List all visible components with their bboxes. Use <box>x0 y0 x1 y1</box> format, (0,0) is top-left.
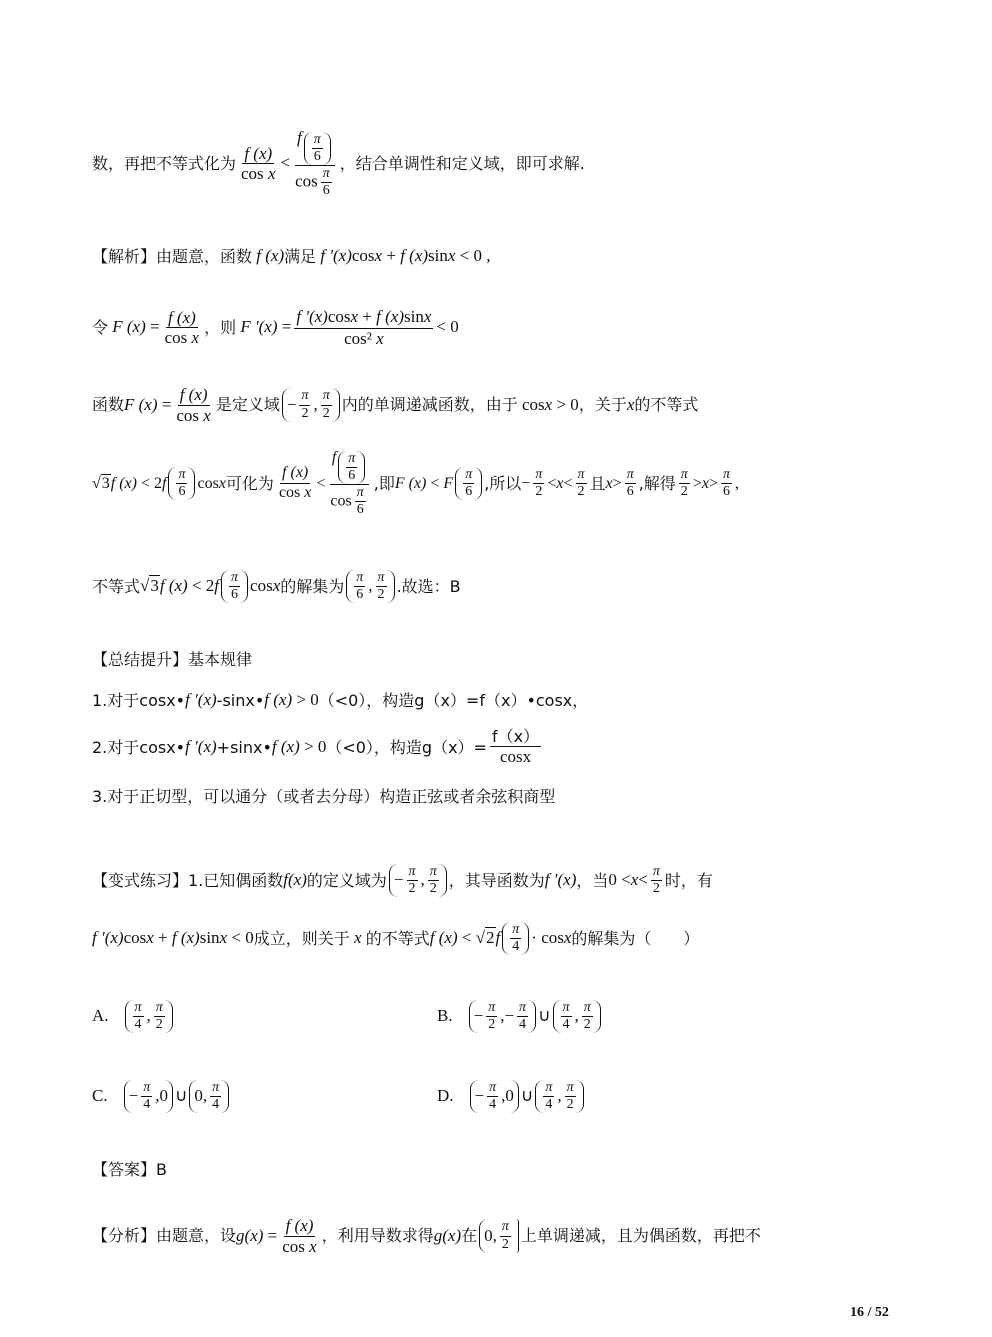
option-c-label: C. <box>92 1086 108 1106</box>
jiexi-tag: 【解析】 <box>92 246 157 266</box>
options-row-1 <box>92 1000 912 1033</box>
exercise-2-b: 的不等式 <box>365 929 430 948</box>
option-b[interactable]: B. − $\frac{\pi}{2}$ ,− $\frac{\pi}{4}$ ∪ $\frac{\pi}{4}$ , $\frac{\pi}{2}$ <box>437 1000 603 1033</box>
line-4: 函数 F (x) = $\frac{f (x)}{\text{cos x}}$ 是定义域 − $\frac{\pi}{2}$ , $\frac{\pi}{2}$ 内的单调递减函数，由于 cos x > 0 ，关于 x 的不等式 <box>92 385 699 425</box>
summary-1-b: -sinx• <box>216 690 265 710</box>
summary-2-frac-num: f（x） <box>491 727 540 746</box>
line-4-text-a: 函数 <box>92 395 125 415</box>
line-6-text-c: .故选：B <box>396 577 461 596</box>
analysis-tag: 【分析】 <box>92 1226 157 1246</box>
exercise-2-a: 成立，则关于 <box>253 929 350 948</box>
analysis-b: ，利用导数求得 <box>321 1226 434 1246</box>
line-5-text-c: ,所以 <box>484 473 522 493</box>
exercise-line-1: 【变式练习】 1.已知偶函数 f(x) 的定义域为 − $\frac{\pi}{2}$ , $\frac{\pi}{2}$ ，其导函数为 f ′(x) ，当 0 < x < $\frac{\pi}{2}$ 时，有 <box>92 864 713 897</box>
option-c[interactable]: C. − $\frac{\pi}{4}$ ,0 ∪ 0, $\frac{\pi}{4}$ <box>92 1080 231 1113</box>
summary-2-a: 2.对于cosx• <box>92 737 186 757</box>
line-1: 数，再把不等式化为 $\frac{f (x)}{\text{cos x}}$ < f $\frac{\pi}{6}$ cos $\frac{\pi}{6}$ ，结合单调性和定义域，即可求解. <box>92 128 585 199</box>
analysis-d: 上单调递减，且为偶函数，再把不 <box>520 1226 761 1246</box>
line-5-text-a: 可化为 <box>225 473 274 493</box>
summary-item-3 <box>92 787 912 806</box>
summary-3-text: 3.对于正切型，可以通分（或者去分母）构造正弦或者余弦积商型 <box>92 787 556 806</box>
summary-2-frac-den: cosx <box>499 747 532 767</box>
line-4-text-d: ，关于 <box>578 395 627 415</box>
fraction: f $\frac{\pi}{6}$ cos $\frac{\pi}{6}$ <box>328 448 370 518</box>
fraction: f $\frac{\pi}{6}$ cos $\frac{\pi}{6}$ <box>293 128 337 199</box>
summary-1-c: （<0），构造g（x）=f（x）•cosx， <box>318 690 589 710</box>
option-b-label: B. <box>437 1006 453 1026</box>
line-5-text-b: ,即 <box>373 473 395 493</box>
line-3: 令 F (x) = $\frac{f (x)}{\text{cos x}}$ ，则 F '(x) = $\frac{f '(x)\cos x + f (x)\sin x}{\text{cos² x}}$ < 0 <box>92 307 459 348</box>
summary-title <box>92 650 912 669</box>
line-5-text-e: ,解得 <box>638 473 676 493</box>
line-2-text-a: 由题意，函数 <box>156 246 253 266</box>
summary-title-text: 【总结提升】基本规律 <box>92 650 253 669</box>
line-1-text-a: 数，再把不等式化为 <box>92 154 237 174</box>
fraction <box>490 728 541 767</box>
option-d[interactable]: D. − $\frac{\pi}{4}$ ,0 ∪ $\frac{\pi}{4}$ , $\frac{\pi}{2}$ <box>437 1080 586 1113</box>
exercise-line-2: f ′(x) cos x + f (x) sin x < 0 成立，则关于 x 的不等式 f (x) < √2 f $\frac{\pi}{4}$ · cos x 的解集为（ ） <box>92 922 700 955</box>
option-a[interactable]: A. $\frac{\pi}{4}$ , $\frac{\pi}{2}$ <box>92 1000 175 1033</box>
answer-text: 【答案】B <box>92 1160 167 1179</box>
fraction: $\frac{f (x)}{\text{cos x}}$ <box>176 385 211 425</box>
line-6-text-b: 的解集为 <box>280 577 345 596</box>
exercise-2-c: 的解集为（ ） <box>571 929 700 948</box>
line-4-text-e: 的不等式 <box>634 395 699 415</box>
fraction: $\frac{f '(x)\cos x + f (x)\sin x}{\text{cos² x}}$ <box>296 307 432 348</box>
exercise-tag: 【变式练习】 <box>92 871 189 890</box>
line-3-text-b: ，则 <box>204 317 237 337</box>
line-3-text-a: 令 <box>92 317 109 337</box>
exercise-1-d: ，当 <box>576 871 609 890</box>
summary-2-b: +sinx• <box>216 737 272 757</box>
answer-line <box>92 1160 912 1179</box>
option-a-label: A. <box>92 1006 109 1026</box>
analysis-line: 【分析】 由题意，设 g(x) = $\frac{f (x)}{\text{cos x}}$ ，利用导数求得 g(x) 在 0, $\frac{\pi}{2}$ 上单调递减，且为偶函数，再把不 <box>92 1216 761 1256</box>
exercise-1-a: 1.已知偶函数 <box>188 871 284 890</box>
summary-item-2: 2.对于cosx• f ′(x) +sinx• f (x) > 0 （<0），构造g（x）= $\frac{f(x)}{\cos x}$ <box>92 727 540 767</box>
fraction: $\frac{f (x)}{\text{cos x}}$ <box>164 307 200 348</box>
analysis-c: 在 <box>461 1226 478 1246</box>
page-number: 16 / 52 <box>850 1305 889 1320</box>
summary-2-c: （<0），构造g（x）= <box>326 737 487 757</box>
line-2: 【解析】 由题意，函数 f (x) 满足 f '(x) cos x + f (x) sin x < 0 , <box>92 246 491 266</box>
options-row-2 <box>92 1080 912 1113</box>
fraction: $\frac{f (x)}{\text{cos x}}$ <box>241 143 276 184</box>
exercise-1-e: 时，有 <box>664 871 713 890</box>
line-6: 不等式 √3 f (x) < 2 f $\frac{\pi}{6}$ cos x 的解集为 $\frac{\pi}{6}$ , $\frac{\pi}{2}$ .故选：B <box>92 570 461 603</box>
analysis-a: 由题意，设 <box>156 1226 237 1246</box>
line-4-text-b: 是定义域 <box>215 395 280 415</box>
summary-1-a: 1.对于cosx• <box>92 690 186 710</box>
line-5: √3 f (x) < 2 f $\frac{\pi}{6}$ cos x 可化为 $\frac{f (x)}{\text{cos x}}$ < f $\frac{\pi}{6}$ cos $\frac{\pi}{6}$ ,即 F (x) < F $\frac{\pi}{6}$ ,所以 − $\frac{\pi}{2}$ < x < $\frac{\pi}{2}$ 且 x > $\frac{\pi}{6}$ ,解得 $\frac{\pi}{2}$ > x > $\frac{\pi}{6}$ , <box>92 449 739 518</box>
fraction: $\frac{f (x)}{\text{cos x}}$ <box>278 464 312 501</box>
line-4-text-c: 内的单调递减函数，由于 <box>341 395 518 415</box>
line-5-text-d: 且 <box>589 473 606 493</box>
line-6-text-a: 不等式 <box>92 577 141 596</box>
option-d-label: D. <box>437 1086 454 1106</box>
line-2-text-b: 满足 <box>284 246 317 266</box>
exercise-1-b: 的定义域为 <box>306 871 387 890</box>
line-1-text-b: ，结合单调性和定义域，即可求解. <box>339 154 585 174</box>
fraction: $\frac{f (x)}{\text{cos x}}$ <box>282 1216 317 1256</box>
exercise-1-c: ，其导函数为 <box>448 871 545 890</box>
summary-item-1: 1.对于cosx• f ′(x) -sinx• f (x) > 0 （<0），构造g（x）=f（x）•cosx， <box>92 690 589 710</box>
